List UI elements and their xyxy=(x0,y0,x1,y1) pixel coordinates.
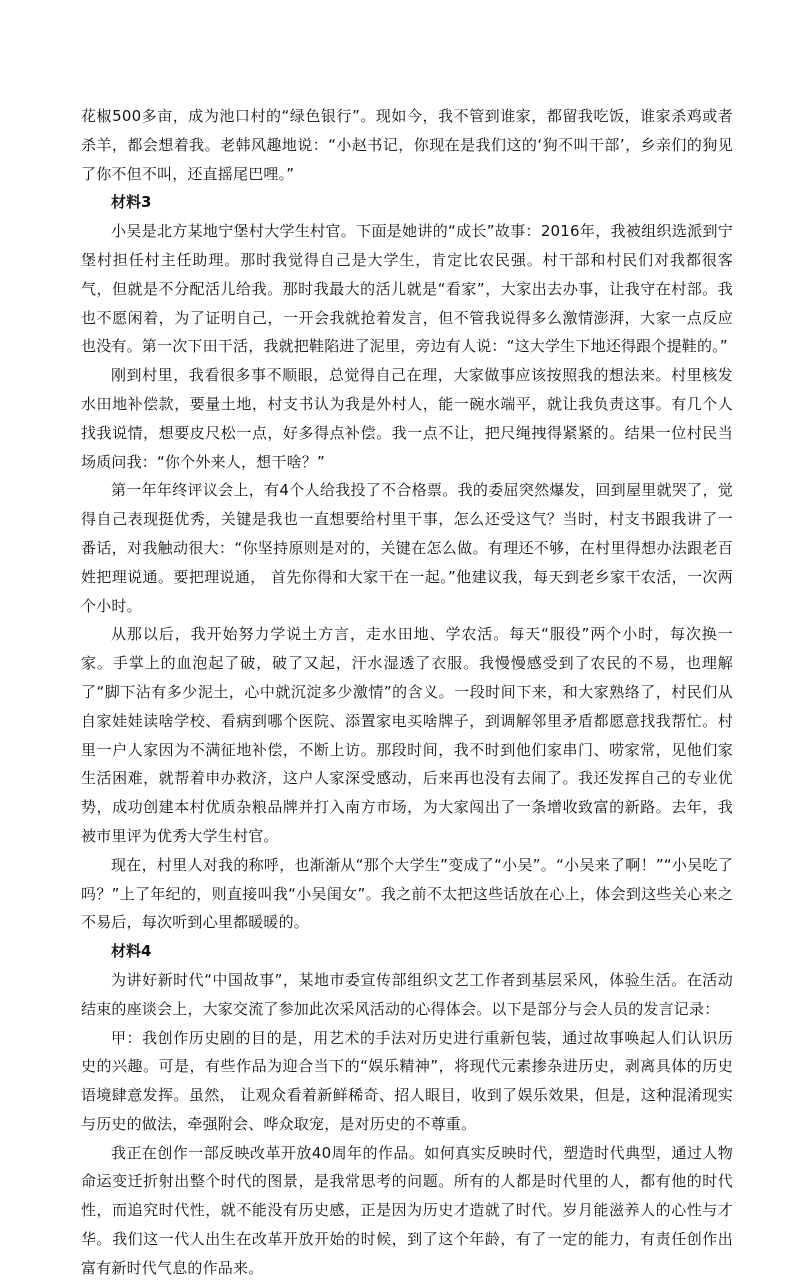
paragraph: 我正在创作一部反映改革开放40周年的作品。如何真实反映时代，塑造时代典型，通过人物命运变迁折射出整个时代的图景，是我常思考的问题。所有的人都是时代里的人，都有他的时代性，而追究时代性，就不能没有历史感，正是因为历史才造就了时代。岁月能滋养人的心性与才华。我们这一代人出生在改革开放开始的时候，到了这个年龄，有了一定的能力，有责任创作出富有新时代气息的作品来。 xyxy=(81,1143,733,1277)
paragraph: 小吴是北方某地宁堡村大学生村官。下面是她讲的“成长”故事：2016年，我被组织选派到宁堡村担任村主任助理。那时我觉得自己是大学生，肯定比农民强。村干部和村民们对我都很客气，但就是不分配活儿给我。那时我最大的活儿就是“看家”，大家出去办事，让我守在村部。我也不愿闲着，为了证明自己，一开会我就抢着发言，但不管我说得多么激情澎湃，大家一点反应也没有。第一次下田干活，我就把鞋陷进了泥里，旁边有人说：“这大学生下地还得跟个提鞋的。” xyxy=(81,222,733,356)
paragraph: 从那以后，我开始努力学说土方言，走水田地、学农活。每天“服役”两个小时，每次换一家。手掌上的血泡起了破，破了又起，汗水湿透了衣服。我慢慢感受到了农民的不易，也理解了“脚下沾有多少泥土，心中就沉淀多少激情”的含义。一段时间下来，和大家熟络了，村民们从自家娃娃读啥学校、看病到哪个医院、添置家电买啥牌子，到调解邻里矛盾都愿意找我帮忙。村里一户人家因为不满征地补偿，不断上访。那段时间，我不时到他们家串门、唠家常，见他们家生活困难，就帮着申办救济，这户人家深受感动，后来再也没有去闹了。我还发挥自己的专业优势，成功创建本村优质杂粮品牌并打入南方市场，为大家闯出了一条增收致富的新路。去年，我被市里评为优秀大学生村官。 xyxy=(81,625,733,845)
paragraph: 现在，村里人对我的称呼，也渐渐从“那个大学生”变成了“小吴”。“小吴来了啊！”“小吴吃了吗？”上了年纪的，则直接叫我“小吴闺女”。我之前不太把这些话放在心上，体会到这些关心来之不易后，每次听到心里都暖暖的。 xyxy=(81,855,733,932)
paragraph: 第一年年终评议会上，有4个人给我投了不合格票。我的委屈突然爆发，回到屋里就哭了，觉得自己表现挺优秀，关键是我也一直想要给村里干事，怎么还受这气？当时，村支书跟我讲了一番话，对我触动很大：“你坚持原则是对的，关键在怎么做。有理还不够，在村里得想办法跟老百姓把理说通。要把理说通， 首先你得和大家干在一起。”他建议我，每天到老乡家干农活，一次两个小时。 xyxy=(81,481,733,615)
paragraph: 刚到村里，我看很多事不顺眼，总觉得自己在理，大家做事应该按照我的想法来。村里核发水田地补偿款，要量土地，村支书认为我是外村人，能一碗水端平，就让我负责这事。有几个人找我说情，想要皮尺松一点，好多得点补偿。我一点不让，把尺绳拽得紧紧的。结果一位村民当场质问我：“你个外来人，想干啥？” xyxy=(81,366,733,471)
section-heading: 材料3 xyxy=(111,193,152,212)
paragraph: 甲：我创作历史剧的目的是，用艺术的手法对历史进行重新包装，通过故事唤起人们认识历史的兴趣。可是，有些作品为迎合当下的“娱乐精神”，将现代元素掺杂进历史，剥离具体的历史语境肆意发挥。虽然， 让观众看着新鲜稀奇、招人眼目，收到了娱乐效果，但是，这种混淆现实与历史的做法，牵强附会、哗众取宠，是对历史的不尊重。 xyxy=(81,1028,733,1133)
paragraph: 为讲好新时代“中国故事”，某地市委宣传部组织文艺工作者到基层采风，体验生活。在活动结束的座谈会上，大家交流了参加此次采风活动的心得体会。以下是部分与会人员的发言记录： xyxy=(81,970,733,1018)
section-heading: 材料4 xyxy=(111,942,152,961)
paragraph: 花椒500多亩，成为池口村的“绿色银行”。现如今，我不管到谁家，都留我吃饭，谁家杀鸡或者杀羊，都会想着我。老韩风趣地说：“小赵书记，你现在是我们这的‘狗不叫干部’，乡亲们的狗见了你不但不叫，还直摇尾巴哩。” xyxy=(81,107,733,183)
document-body xyxy=(81,102,733,1283)
